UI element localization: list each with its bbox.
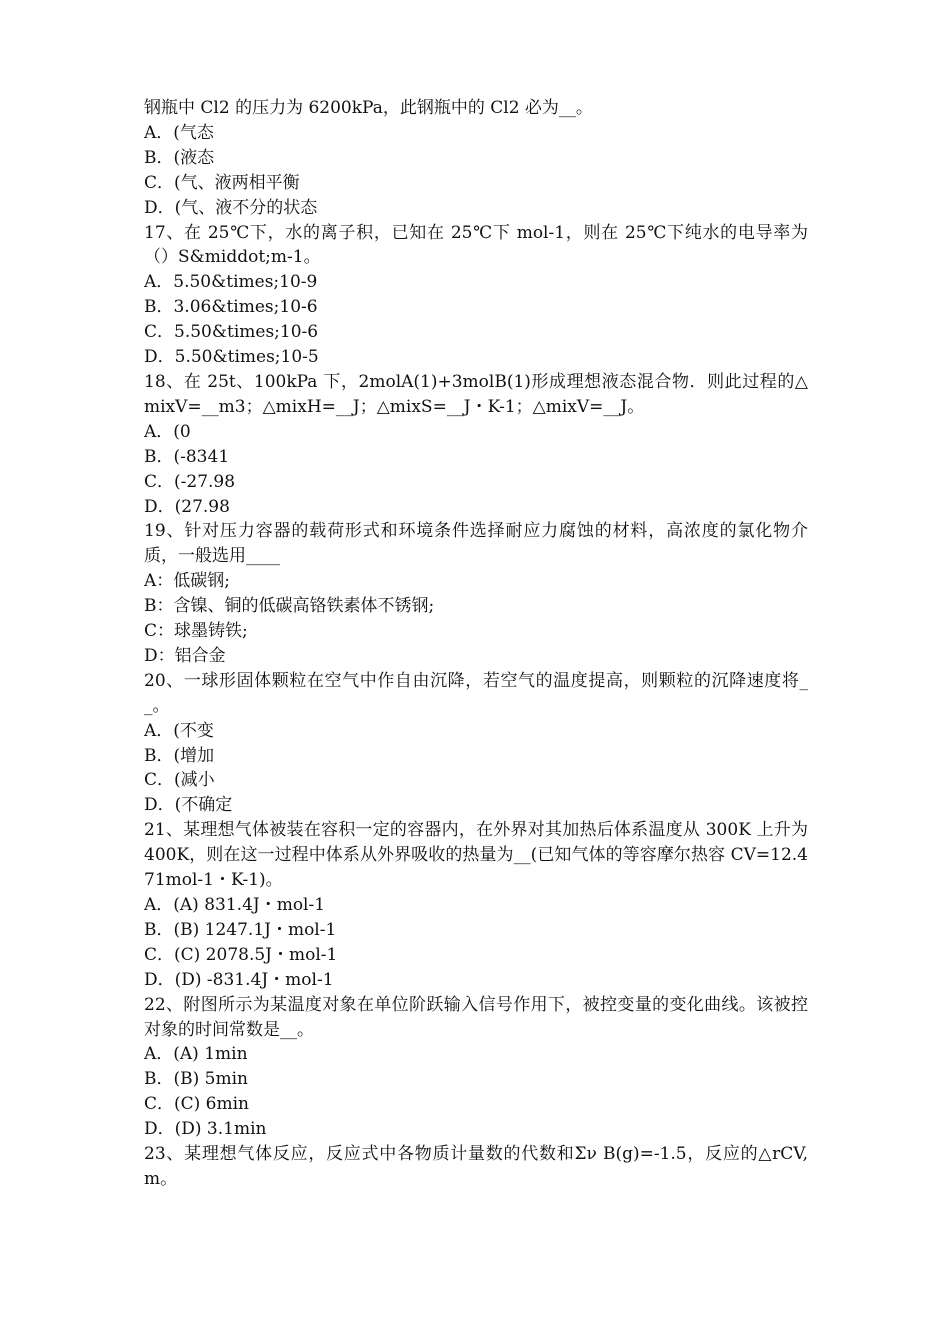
option-c: C．(C) 2078.5J・mol-1: [144, 944, 338, 965]
option-a: A．(A) 1min: [144, 1044, 248, 1065]
option-a: A．(0: [144, 421, 191, 442]
option-a: A．(气态: [144, 122, 214, 143]
option-c: C．(-27.98: [144, 471, 236, 492]
question-18: 18、在 25t、100kPa 下，2molA(1)+3molB(1)形成理想液态混合物．则此过程的△mixV=__m3；△mixH=__J；△mixS=__J・K-1；△mixV=__J。: [144, 371, 808, 417]
option-c: C：球墨铸铁;: [144, 621, 248, 642]
option-b: B．3.06&times;10-6: [144, 297, 318, 318]
option-d: D．(不确定: [144, 795, 233, 816]
question-22: 22、附图所示为某温度对象在单位阶跃输入信号作用下，被控变量的变化曲线。该被控对象的时间常数是__。: [144, 994, 808, 1040]
option-b: B：含镍、铜的低碳高铬铁素体不锈钢;: [144, 596, 435, 617]
option-d: D．(27.98: [144, 496, 230, 517]
document-body: [144, 96, 808, 1192]
option-c: C．5.50&times;10-6: [144, 322, 319, 343]
option-d: D．5.50&times;10-5: [144, 347, 319, 368]
option-a: A．(不变: [144, 720, 214, 741]
option-b: B．(增加: [144, 745, 215, 766]
question-17: 17、在 25℃下，水的离子积，已知在 25℃下 mol-1，则在 25℃下纯水的电导率为（）S&middot;m-1。: [144, 222, 808, 268]
option-b: B．(-8341: [144, 446, 230, 467]
question-23: 23、某理想气体反应，反应式中各物质计量数的代数和Σν B(g)=-1.5，反应的△rCV,m。: [144, 1144, 808, 1189]
option-c: C．(减小: [144, 770, 215, 791]
option-d: D．(D) 3.1min: [144, 1119, 267, 1140]
question-21: 21、某理想气体被装在容积一定的容器内，在外界对其加热后体系温度从 300K 上升为 400K，则在这一过程中体系从外界吸收的热量为__(已知气体的等容摩尔热容 CV=12.471mol-1・K-1)。: [144, 820, 808, 891]
option-b: B．(液态: [144, 147, 215, 168]
option-a: A．(A) 831.4J・mol-1: [144, 895, 326, 915]
option-d: D：铝合金: [144, 645, 226, 666]
option-b: B．(B) 1247.1J・mol-1: [144, 919, 337, 940]
question-20: 20、一球形固体颗粒在空气中作自由沉降，若空气的温度提高，则颗粒的沉降速度将__。: [144, 670, 808, 716]
option-a: A．5.50&times;10-9: [144, 272, 318, 293]
option-c: C．(气、液两相平衡: [144, 172, 300, 193]
option-b: B．(B) 5min: [144, 1069, 248, 1090]
option-a: A：低碳钢;: [144, 571, 231, 592]
question-text: 钢瓶中 Cl2 的压力为 6200kPa，此钢瓶中的 Cl2 必为__。: [144, 98, 593, 118]
option-c: C．(C) 6min: [144, 1094, 250, 1115]
question-19: 19、针对压力容器的载荷形式和环境条件选择耐应力腐蚀的材料，高浓度的氯化物介质，一般选用____: [144, 521, 808, 567]
option-d: D．(D) -831.4J・mol-1: [144, 969, 334, 990]
option-d: D．(气、液不分的状态: [144, 197, 318, 218]
